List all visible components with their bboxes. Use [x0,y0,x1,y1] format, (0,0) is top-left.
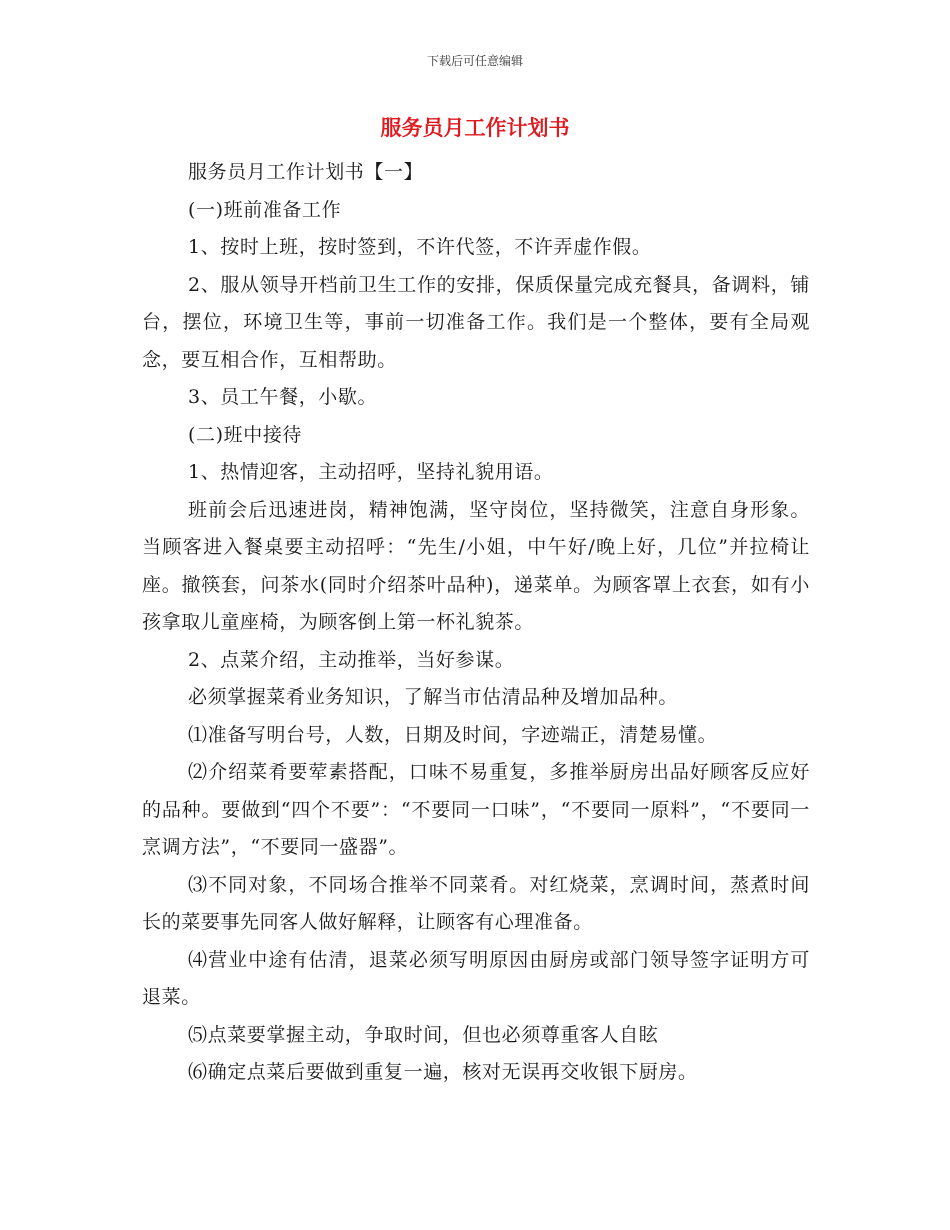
subsection-heading: (二)班中接待 [188,423,303,446]
paragraph: 1、热情迎客，主动招呼，坚持礼貌用语。 [188,461,554,483]
list-item: ⑶不同对象，不同场合推举不同菜肴。对红烧菜，烹调时间，蒸煮时间长的菜要事先同客人做好解释，让顾客有心理准备。 [142,873,810,933]
list-item: ⑸点菜要掌握主动，争取时间，但也必须尊重客人自眩 [188,1023,659,1046]
subsection-heading: (一)班前准备工作 [188,198,342,221]
list-item: ⑵介绍菜肴要荤素搭配，口味不易重复，多推举厨房出品好顾客反应好的品种。要做到“四个不要”：“不要同一口味”，“不要同一原料”，“不要同一烹调方法”，“不要同一盛器”。 [142,761,810,858]
paragraph: 2、点菜介绍，主动推举，当好参谋。 [188,648,515,671]
document-body [142,154,810,1092]
page-header: 下载后可任意编辑 [426,54,523,68]
section-heading: 服务员月工作计划书【一】 [188,161,424,183]
paragraph: 3、员工午餐，小歇。 [188,386,378,408]
document-title: 服务员月工作计划书 [380,116,570,140]
paragraph: 班前会后迅速进岗，精神饱满，坚守岗位，坚持微笑，注意自身形象。当顾客进入餐桌要主动招呼：“先生/小姐，中午好/晚上好，几位”并拉椅让座。撤筷套，问茶水(同时介绍茶叶品种)，递菜单。为顾客罩上衣套，如有小孩拿取儿童座椅，为顾客倒上第一杯礼貌茶。 [142,498,810,633]
paragraph: 1、按时上班，按时签到，不许代签，不许弄虚作假。 [188,236,652,258]
paragraph: 必须掌握菜肴业务知识，了解当市估清品种及增加品种。 [188,686,679,708]
paragraph: 2、服从领导开档前卫生工作的安排，保质保量完成充餐具，备调料，铺台，摆位，环境卫生等，事前一切准备工作。我们是一个整体，要有全局观念，要互相合作，互相帮助。 [142,273,810,371]
list-item: ⑴准备写明台号，人数，日期及时间，字迹端正，清楚易懂。 [188,723,718,746]
list-item: ⑷营业中途有估清，退菜必须写明原因由厨房或部门领导签字证明方可退菜。 [142,948,810,1008]
list-item: ⑹确定点菜后要做到重复一遍，核对无误再交收银下厨房。 [188,1061,698,1083]
